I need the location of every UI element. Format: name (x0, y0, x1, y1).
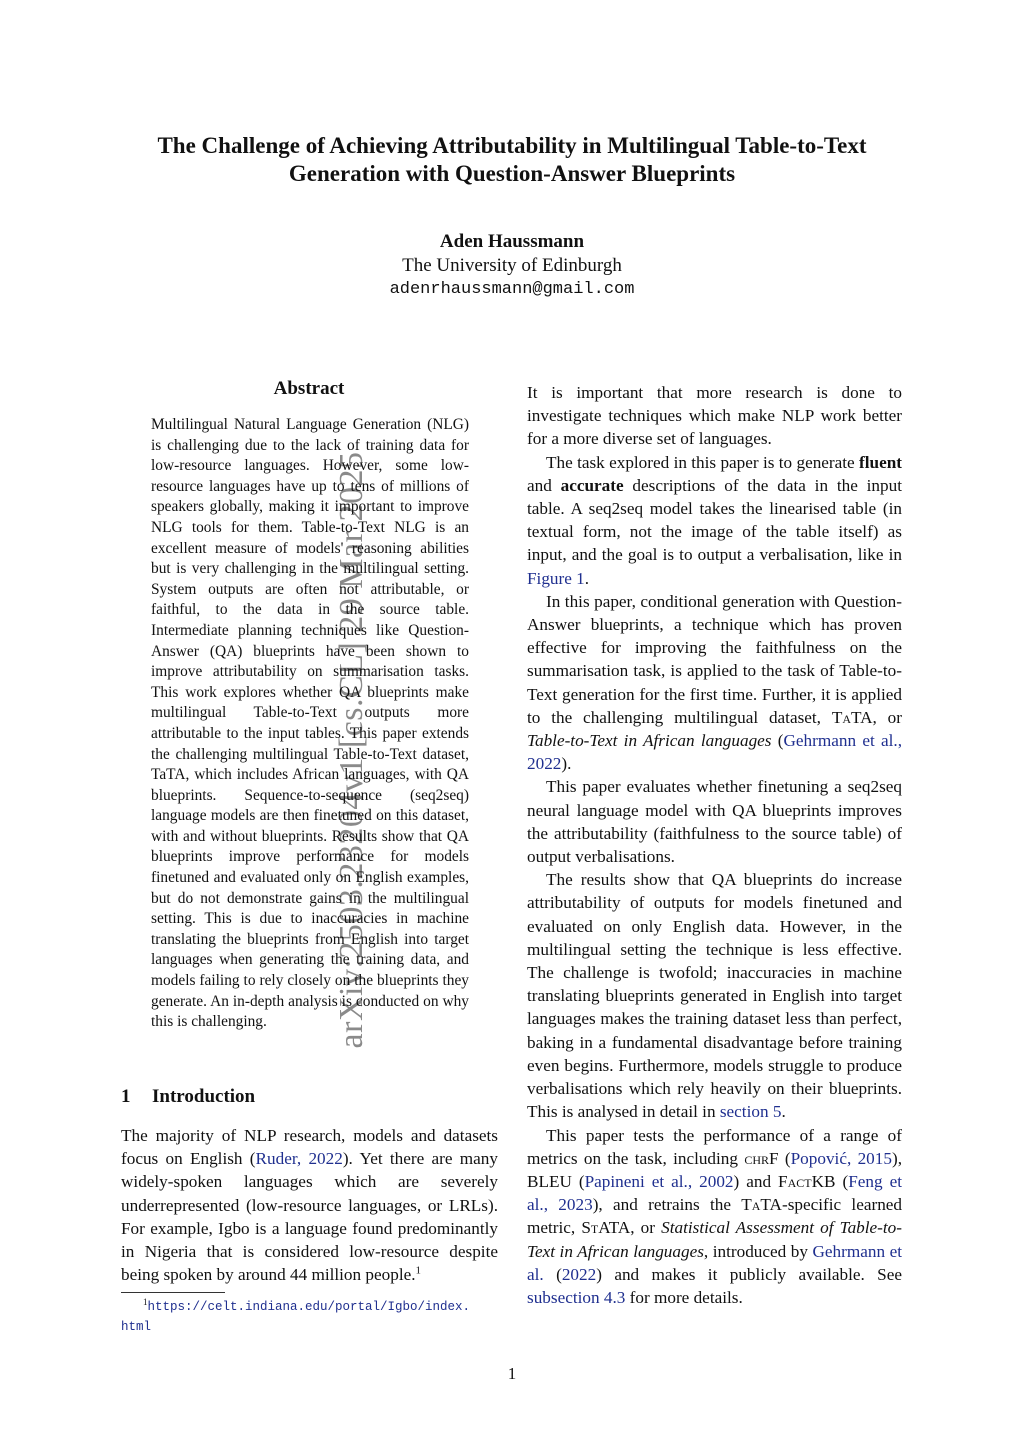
text-run: for more details. (625, 1287, 743, 1307)
author-block (0, 230, 1024, 302)
title-line-2: Generation with Question-Answer Blueprints (288, 161, 736, 186)
author-affiliation: The University of Edinburgh (402, 255, 622, 276)
right-paragraph-6 (527, 1124, 902, 1310)
text-run: In this paper, conditional generation with Question-Answer blueprints, a technique which has proven effective for improving the faithfulness on the summarisation task, is applied to the task of Table-to-Text generation for the first time. Further, it is applied to the challenging multilingual dataset, (527, 591, 902, 727)
footnote-divider (121, 1292, 225, 1293)
text-run: ), and retrains the (592, 1195, 742, 1215)
url-line-2: html (121, 1320, 152, 1334)
citation-gehrmann-2022[interactable]: Gehrmann et al., 2022 (527, 731, 902, 774)
arxiv-identifier: arXiv:2503.23204v1 [cs.CL] 29 Mar 2025 (333, 451, 370, 1049)
footnote-url[interactable] (121, 1300, 470, 1334)
abstract-heading: Abstract (273, 378, 345, 399)
chrf-metric: chrF (744, 1148, 779, 1168)
section-5-link[interactable]: section 5 (719, 1102, 782, 1122)
text-run: -specific learned metric, (527, 1195, 903, 1238)
text-run: ) and (733, 1171, 779, 1191)
text-run: , introduced by (703, 1241, 813, 1261)
text-run: ( (543, 1264, 562, 1284)
footnote: 1https://celt.indiana.edu/portal/Igbo/index. html (121, 1296, 471, 1334)
text-run: The majority of NLP research, models and datasets focus on English ( (121, 1126, 498, 1169)
intro-heading (121, 1086, 255, 1108)
figure-1-link[interactable]: Figure 1 (527, 568, 585, 588)
factkb-metric: FactKB (778, 1171, 836, 1191)
footnote-marker[interactable]: 1 (415, 1264, 422, 1277)
right-column (527, 381, 902, 1309)
tata-name: TaTA (831, 707, 873, 727)
right-paragraph-3 (527, 590, 902, 776)
text-run: ). Yet there are many widely-spoken languages which are severely underrepresented (low-resource languages, or LRLs). For example, Igbo is a language found predominantly in Nigeria that is considered low-resource despite being spoken by around 44 million people. (121, 1149, 498, 1285)
citation-feng-2023[interactable]: Feng et al., 2023 (527, 1171, 902, 1215)
text-run: and (527, 475, 561, 495)
citation-popovic-2015[interactable]: Popović, 2015 (790, 1148, 892, 1168)
text-run: ( (835, 1171, 849, 1191)
citation-gehrmann-authors[interactable]: Gehrmann et al. (527, 1241, 903, 1284)
text-run: ). (561, 754, 572, 774)
abstract-text: Multilingual Natural Language Generation (NLG) is challenging due to the lack of training data for low-resource languages. However, some low-resource languages have up to tens of millions of speakers globally, making it important to improve NLG tools for them. Table-to-Text NLG is an excellent measure of models' reasoning abilities but is very challenging in the multilingual setting. System outputs are often not attributable, or faithful, to the data in the source table. Intermediate planning techniques like Question-Answer (QA) blueprints have been shown to improve attributability on summarisation tasks. This work explores whether QA blueprints make multilingual Table-to-Text outputs more attributable to the input tables. This paper extends the challenging multilingual Table-to-Text dataset, TaTA, which includes African languages, with QA blueprints. Sequence-to-sequence (seq2seq) language models are then finetuned on this dataset, with and without blueprints. Results show that QA blueprints improve performance for models finetuned and evaluated only on English examples, but do not demonstrate gains in the multilingual setting. This is due to inaccuracies in machine translating the blueprints from English into target languages when generating the training data, and models failing to rely closely on the blueprints they generate. An in-depth analysis is conducted on why this is challenging. (151, 416, 469, 1031)
text-run: ), BLEU ( (527, 1148, 902, 1191)
text-run: descriptions of the data in the input table. A seq2seq model takes the linearised table (in textual form, not the image of the table itself) as input, and the goal is to output a verbalisation, like in (527, 475, 902, 565)
section-number: 1 (121, 1086, 131, 1107)
right-paragraph-5 (527, 868, 902, 1123)
stata-metric: StATA (581, 1218, 631, 1238)
url-line-1: https://celt.indiana.edu/portal/Igbo/index. (147, 1300, 471, 1314)
page-number: 1 (507, 1364, 517, 1383)
right-paragraph-1: It is important that more research is done to investigate techniques which make NLP work better for a more diverse set of languages. (527, 383, 902, 449)
citation-ruder-2022[interactable]: Ruder, 2022 (255, 1149, 343, 1169)
text-run: . (781, 1102, 786, 1122)
author-name: Aden Haussmann (439, 231, 585, 252)
text-run: ( (771, 731, 784, 751)
paper-title (100, 132, 924, 188)
right-paragraph-2 (527, 451, 902, 590)
text-run: ( (778, 1148, 791, 1168)
text-run: , or (630, 1218, 662, 1238)
text-run: The results show that QA blueprints do increase attributability of outputs for models finetuned and evaluated on only English data. However, in the multilingual setting the technique is less effective. The challenge is twofold; inaccuracies in machine translating blueprints generated in English into target languages makes the training dataset less than perfect, baking in a fundamental disadvantage before training even begins. Furthermore, models struggle to produce verbalisations which rely heavily on their blueprints. This is analysed in detail in (527, 870, 902, 1122)
citation-papineni-2002[interactable]: Papineni et al., 2002 (584, 1171, 734, 1191)
bold-accurate: accurate (560, 475, 624, 495)
text-run: The task explored in this paper is to generate (546, 452, 860, 472)
text-run: . (584, 568, 590, 588)
subsection-4-3-link[interactable]: subsection 4.3 (527, 1287, 626, 1307)
stata-expansion: Statistical Assessment of Table-to-Text in African languages (527, 1218, 902, 1261)
text-run: ) and makes it publicly available. See (596, 1264, 902, 1284)
text-run: , or (872, 707, 902, 727)
bold-fluent: fluent (859, 452, 902, 472)
title-line-1: The Challenge of Achieving Attributability in Multilingual Table-to-Text (157, 133, 867, 158)
intro-paragraph-1 (121, 1124, 498, 1286)
tata-expansion: Table-to-Text in African languages (527, 731, 772, 751)
text-run: This paper tests the performance of a range of metrics on the task, including (527, 1125, 902, 1168)
right-paragraph-4: This paper evaluates whether finetuning a seq2seq neural language model with QA blueprints improves the attributability (faithfulness to the source table) of output verbalisations. (527, 777, 902, 867)
author-email[interactable]: adenrhaussmann@gmail.com (389, 280, 635, 299)
section-title: Introduction (152, 1086, 256, 1107)
citation-gehrmann-year[interactable]: 2022 (561, 1264, 597, 1284)
tata-name: TaTA (741, 1195, 782, 1215)
